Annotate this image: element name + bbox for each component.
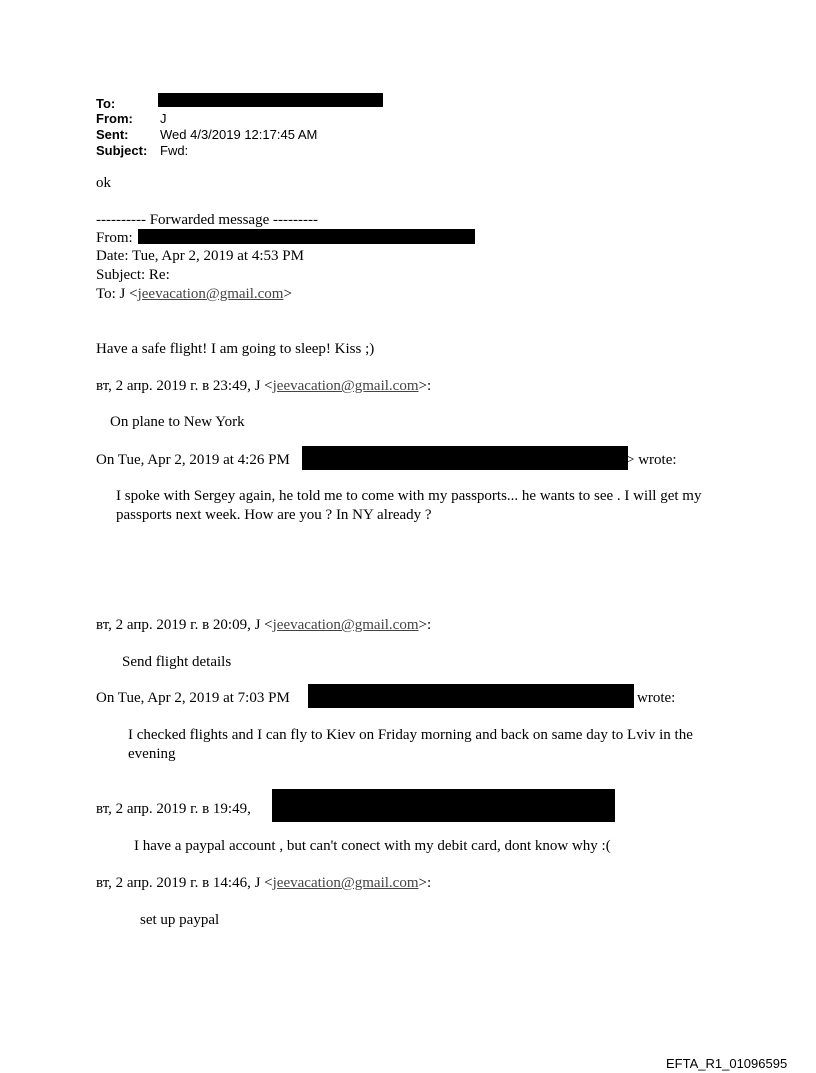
forwarded-divider: ---------- Forwarded message ---------: [96, 212, 318, 228]
redacted-sender: [272, 789, 615, 822]
message-text: I have a paypal account , but can't conect with my debit card, dont know why :(: [134, 838, 611, 854]
email-link[interactable]: jeevacation@gmail.com: [137, 286, 284, 302]
forwarded-from: [96, 229, 133, 248]
email-link[interactable]: jeevacation@gmail.com: [272, 378, 419, 394]
message-text: set up paypal: [140, 912, 220, 928]
email-link[interactable]: jeevacation@gmail.com: [272, 617, 419, 633]
redacted-sender: [302, 446, 628, 470]
document-id: EFTA_R1_01096595: [666, 1056, 788, 1071]
quote-header: вт, 2 апр. 2019 г. в 20:09, J <jeevacation@gmail.com>:: [96, 617, 432, 633]
forwarded-from-label: From:: [96, 230, 133, 246]
quote-header: вт, 2 апр. 2019 г. в 23:49, J <jeevacation@gmail.com>:: [96, 378, 432, 394]
subject-value: Fwd:: [160, 143, 189, 158]
quote-header: вт, 2 апр. 2019 г. в 14:46, J <jeevacation@gmail.com>:: [96, 875, 432, 891]
quote-wrote: wrote:: [637, 690, 676, 706]
message-text: Have a safe flight! I am going to sleep! Kiss ;): [96, 341, 375, 357]
quote-header: On Tue, Apr 2, 2019 at 7:03 PM: [96, 690, 290, 706]
message-text: Send flight details: [122, 654, 232, 670]
quote-header: вт, 2 апр. 2019 г. в 19:49,: [96, 801, 251, 817]
email-link[interactable]: jeevacation@gmail.com: [272, 875, 419, 891]
redacted-forwarded-from: [138, 229, 475, 244]
forwarded-to: To: J <jeevacation@gmail.com>: [96, 286, 292, 302]
forwarded-date: Date: Tue, Apr 2, 2019 at 4:53 PM: [96, 248, 304, 264]
sent-label: Sent:: [96, 127, 129, 142]
quote-header: On Tue, Apr 2, 2019 at 4:26 PM: [96, 452, 290, 468]
from-label: From:: [96, 111, 133, 126]
redacted-sender: [308, 684, 634, 708]
message-text: I spoke with Sergey again, he told me to come with my passports... he wants to see . I will get my passports next week. How are you ? In NY already ?: [116, 488, 702, 523]
message-text: I checked flights and I can fly to Kiev on Friday morning and back on same day to Lviv in the evening: [128, 727, 693, 762]
forwarded-subject: Subject: Re:: [96, 267, 170, 283]
subject-label: Subject:: [96, 143, 148, 158]
sent-value: Wed 4/3/2019 12:17:45 AM: [160, 127, 318, 142]
quote-wrote: > wrote:: [626, 452, 677, 468]
body-ok: ok: [96, 175, 111, 191]
message-text: On plane to New York: [110, 414, 245, 430]
from-value: J: [160, 111, 167, 126]
redacted-to-address: [158, 93, 383, 107]
to-label: To:: [96, 96, 116, 111]
